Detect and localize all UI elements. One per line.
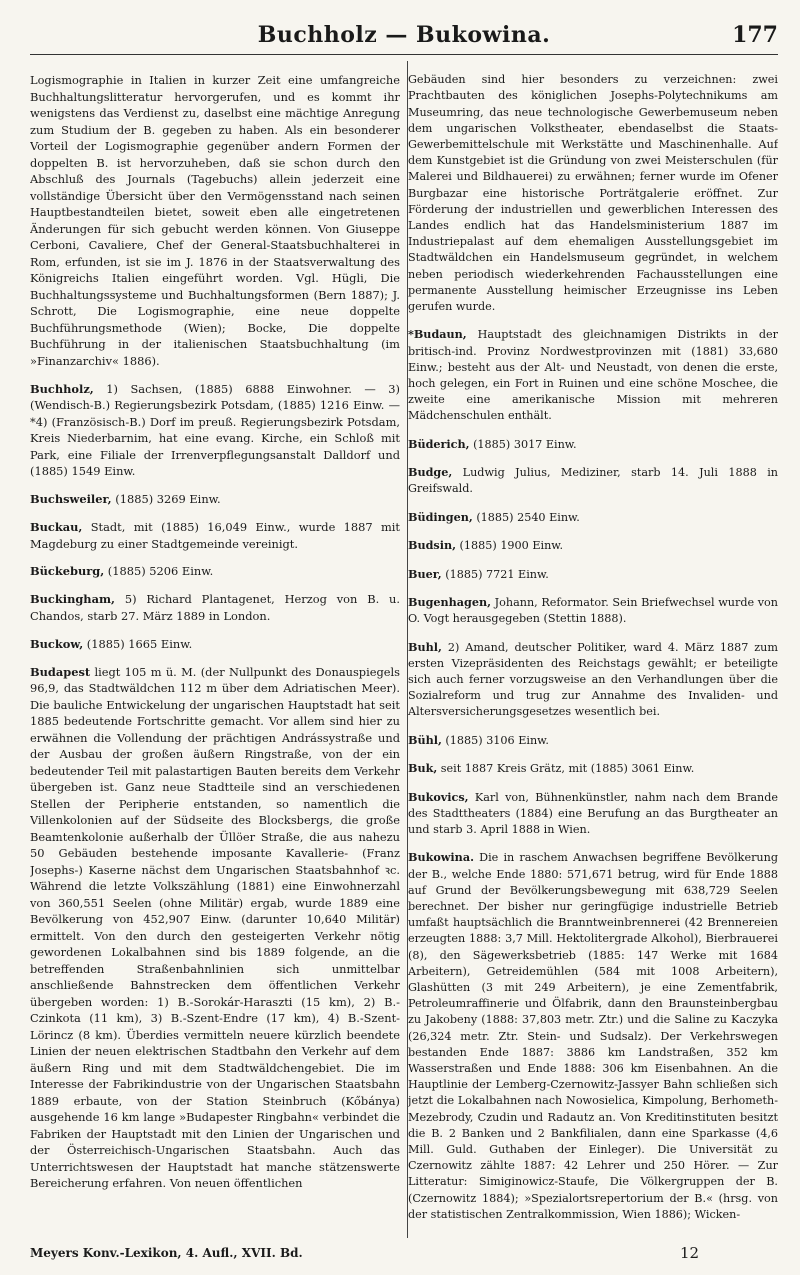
dictionary-entry [30, 519, 400, 552]
left-column [30, 61, 400, 1238]
dictionary-entry [408, 566, 778, 583]
entry-headword: Bukowina. [408, 850, 474, 865]
dictionary-entry [408, 326, 778, 424]
entry-headword: Bukovics, [408, 789, 469, 804]
dictionary-entry [30, 563, 400, 580]
entry-text: Johann, Reformator. Sein Briefwechsel wurde von O. Vogt herausgegeben (Stettin 1888). [408, 595, 778, 626]
header-rule [30, 54, 778, 55]
entry-text: Karl von, Bühnenkünstler, nahm nach dem Brande des Stadttheaters (1884) eine Berufung an das Burgtheater an und starb 3. April 1888 in Wien. [408, 790, 778, 836]
page-footer [30, 1246, 778, 1266]
entry-headword: Buckau, [30, 520, 83, 535]
entry-text: Hauptstadt des gleichnamigen Distrikts in der britisch-ind. Provinz Nordwestprovinzen mit (1881) 33,680 Einw.; besteht aus der Alt- und Neustadt, von denen die erste, hoch gelegen, ein Fort in Ruinen und eine schöne Moschee, die zweite eine amerikanische Mission mit mehreren Mädchenschulen enthält. [408, 328, 778, 423]
entry-text: (1885) 3269 Einw. [111, 492, 221, 507]
dictionary-entry [408, 509, 778, 526]
entry-text: 5) Richard Plantagenet, Herzog von B. u. Chandos, starb 27. März 1889 in London. [30, 592, 400, 623]
entry-text: (1885) 2540 Einw. [472, 510, 580, 524]
right-column [408, 61, 778, 1238]
entry-headword: Budsin, [408, 538, 456, 553]
entry-text: Logismographie in Italien in kurzer Zeit eine umfangreiche Buchhaltungslitteratur hervorgerufen, und es kommt ihr wenigstens das Verdienst zu, daselbst eine mächtige Anregung zum Studium der B. gegeben zu haben. Als ein besonderer Vorteil der Logismographie gegenüber andern Formen der doppelten B. ist hervorzuheben, daß sie schon durch den Abschluß des Journals (Tagebuchs) allein jederzeit eine vollständige Übersicht über den Vermögensstand nach seinen Hauptbestandteilen bietet, soweit eben alle eingetretenen Änderungen für sich gebucht werden können. Von Giuseppe Cerboni, Cavaliere, Chef der General-Staatsbuchhalterei in Rom, erfunden, ist sie im J. 1876 in der Staatsverwaltung des Königreichs Italien eingeführt worden. Vgl. Hügli, Die Buchhaltungssysteme und Buchhaltungsformen (Bern 1887); J. Schrott, Die Logismographie, eine neue doppelte Buchführungsmethode (Wien); Bocke, Die doppelte Buchführung in der italienischen Staatsbuchhaltung (im »Finanzarchiv« 1886). [30, 73, 400, 368]
dictionary-entry [408, 760, 778, 777]
dictionary-entry [408, 464, 778, 497]
entry-headword: Buer, [408, 566, 442, 581]
entry-text: Gebäuden sind hier besonders zu verzeichnen: zwei Prachtbauten des königlichen Josephs-Polytechnikums am Museumring, das neue technologische Gewerbemuseum neben dem ungarischen Volkstheater, ebendaselbst die Staats-Gewerbemittelschule mit Werkstätte und Maschinenhalle. Auf dem Kunstgebiet ist die Gründung von zwei Meisterschulen (für Malerei und Bildhauerei) zu erwähnen; ferner wurde im Ofener Burgbazar eine historische Porträtgalerie eröffnet. Zur Förderung der industriellen und gewerblichen Interessen des Landes endlich hat das Handelsministerium 1887 im Industriepalast auf dem ehemaligen Ausstellungsgebiet im Stadtwäldchen ein Handelsmuseum gegründet, in welchem neben periodisch wiederkehrenden Fachausstellungen eine permanente Ausstellung heimischer Erzeugnisse ins Leben gerufen wurde. [408, 73, 778, 314]
entry-text: (1885) 1900 Einw. [456, 539, 564, 553]
dictionary-entry [30, 381, 400, 480]
entry-headword: Büderich, [408, 436, 470, 451]
entry-text: seit 1887 Kreis Grätz, mit (1885) 3061 Einw. [437, 762, 695, 776]
running-title: Buchholz — Bukowina. [257, 22, 551, 48]
entry-headword: Bühl, [408, 732, 442, 747]
entry-headword: Buhl, [408, 639, 442, 654]
signature-mark: 12 [680, 1244, 700, 1262]
entry-text: (1885) 1665 Einw. [83, 636, 193, 651]
entry-text: (1885) 5206 Einw. [104, 564, 214, 579]
entry-text: Die in raschem Anwachsen begriffene Bevölkerung der B., welche Ende 1880: 571,671 betrug, wird für Ende 1888 auf Grund der Bevölkerungsbewegung mit 638,729 Seelen berechnet. Der bisher nur geringfügige industrielle Betrieb umfaßt hauptsächlich die Branntweinbrennerei (42 Brennereien erzeugten 1888: 3,7 Mill. Hektolitergrade Alkohol), Bierbrauerei (8), den Sägewerksbetrieb (1885: 147 Werke mit 1684 Arbeitern), Getreidemühlen (584 mit 1008 Arbeitern), Glashütten (3 mit 249 Arbeitern), je eine Zementfabrik, Petroleumraffinerie und Ölfabrik, dann den Braunsteinbergbau zu Jakobeny (1888: 37,803 metr. Ztr.) und die Saline zu Kaczyka (26,324 metr. Ztr. Stein- und Sudsalz). Der Verkehrswegen bestanden Ende 1887: 3886 km Landstraßen, 352 km Wasserstraßen und Ende 1888: 306 km Eisenbahnen. An die Hauptlinie der Lemberg-Czernowitz-Jassyer Bahn schließen sich jetzt die Lokalbahnen nach Nowosielica, Kimpolung, Berhometh-Mezebrody, Czudin und Radautz an. Von Kreditinstituten besitzt die B. 2 Banken und 2 Bankfilialen, dann eine Sparkasse (4,6 Mill. Guld. Guthaben der Einleger). Die Universität zu Czernowitz zählte 1887: 42 Lehrer und 250 Hörer. — Zur Litteratur: Simiginowicz-Staufe, Die Völkergruppen der B. (Czernowitz 1884); »Spezialortsrepertorium der B.« (hrsg. von der statistischen Zentralkommission, Wien 1886); Wicken- [408, 851, 778, 1221]
dictionary-entry [408, 732, 778, 749]
dictionary-entry [30, 664, 400, 1192]
dictionary-entry [408, 537, 778, 554]
entry-text: (1885) 7721 Einw. [441, 567, 549, 581]
page-number: 177 [732, 22, 778, 48]
entry-text: Ludwig Julius, Mediziner, starb 14. Juli 1888 in Greifswald. [408, 466, 778, 496]
dictionary-entry [30, 636, 400, 653]
entry-text: liegt 105 m ü. M. (der Nullpunkt des Donauspiegels 96,9, das Stadtwäldchen 112 m über dem Adriatischen Meer). Die bauliche Entwickelung der ungarischen Hauptstadt hat seit 1885 bedeutende Fortschritte gemacht. Vor allem sind hier zu erwähnen die Vollendung der prächtigen Andrássystraße und der Ausbau der großen äußern Ringstraße, von der ein bedeutender Teil mit palastartigen Bauten bereits dem Verkehr übergeben ist. Ganz neue Stadtteile sind an verschiedenen Stellen der Peripherie entstanden, so namentlich die Villenkolonien auf der Südseite des Blocksbergs, die große Beamtenkolonie außerhalb der Üllöer Straße, die aus nahezu 50 Gebäuden bestehende imposante Kavallerie- (Franz Josephs-) Kaserne nächst dem Ungarischen Staatsbahnhof ꝛc. Während die letzte Volkszählung (1881) eine Einwohnerzahl von 360,551 Seelen (ohne Militär) ergab, wurde 1889 eine Bevölkerung von 452,907 Einw. (darunter 10,640 Militär) ermittelt. Von den durch den gesteigerten Verkehr nötig gewordenen Lokalbahnen sind bis 1889 folgende, an die betreffenden Straßenbahnlinien sich unmittelbar anschließende Bahnstrecken dem öffentlichen Verkehr übergeben worden: 1) B.-Sorokár-Haraszti (15 km), 2) B.-Czinkota (11 km), 3) B.-Szent-Endre (17 km), 4) B.-Szent-Lörincz (8 km). Überdies vermitteln neuere kürzlich beendete Linien der neuen elektrischen Stadtbahn den Verkehr auf dem äußern Ring und mit dem Stadtwäldchengebiet. Die im Interesse der Fabrikindustrie von der Ungarischen Staatsbahn 1889 erbaute, von der Station Steinbruch (Kőbánya) ausgehende 16 km lange »Budapester Ringbahn« verbindet die Fabriken der Hauptstadt mit den Linien der Ungarischen und der Österreichisch-Ungarischen Staatsbahn. Auch das Unterrichtswesen der Hauptstadt hat manche stätzenswerte Bereicherung erfahren. Von neuen öffentlichen [30, 664, 400, 1191]
entry-headword: *Budaun, [408, 327, 467, 342]
entry-headword: Buchsweiler, [30, 492, 112, 507]
entry-text: (1885) 3106 Einw. [441, 733, 549, 747]
dictionary-entry [30, 72, 400, 369]
entry-headword: Budge, [408, 465, 453, 480]
dictionary-entry [408, 594, 778, 627]
dictionary-entry [30, 591, 400, 624]
entry-text: 1) Sachsen, (1885) 6888 Einwohner. — 3) (Wendisch-B.) Regierungsbezirk Potsdam, (1885) 1216 Einw. — *4) (Französisch-B.) Dorf im preuß. Regierungsbezirk Potsdam, Kreis Niederbarnim, hat eine evang. Kirche, ein Schloß mit Park, eine Filiale der Irrenverpflegungsanstalt Dalldorf und (1885) 1549 Einw. [30, 381, 400, 479]
page-header [30, 22, 778, 58]
dictionary-entry [408, 849, 778, 1223]
entry-headword: Buckow, [30, 636, 84, 651]
entry-text: Stadt, mit (1885) 16,049 Einw., wurde 1887 mit Magdeburg zu einer Stadtgemeinde vereinigt. [30, 520, 400, 551]
entry-headword: Bückeburg, [30, 564, 105, 579]
dictionary-entry [408, 639, 778, 721]
entry-text: (1885) 3017 Einw. [469, 437, 577, 451]
dictionary-entry [408, 72, 778, 315]
text-columns [30, 61, 778, 1238]
entry-headword: Büdingen, [408, 509, 473, 524]
entry-headword: Budapest [30, 664, 91, 679]
entry-headword: Buk, [408, 761, 438, 776]
dictionary-entry [408, 436, 778, 453]
entry-headword: Buckingham, [30, 592, 115, 607]
footer-imprint: Meyers Konv.-Lexikon, 4. Aufl., XVII. Bd. [30, 1246, 303, 1260]
entry-headword: Buchholz, [30, 381, 94, 396]
dictionary-entry [408, 789, 778, 839]
entry-text: 2) Amand, deutscher Politiker, ward 4. März 1887 zum ersten Vizepräsidenten des Reichstags gewählt; er beteiligte sich auch ferner vorzugsweise an den Verhandlungen über die Sozialreform und trug zur Annahme des Invaliden- und Altersversicherungsgesetzes wesentlich bei. [408, 640, 778, 719]
dictionary-entry [30, 491, 400, 508]
entry-headword: Bugenhagen, [408, 594, 492, 609]
